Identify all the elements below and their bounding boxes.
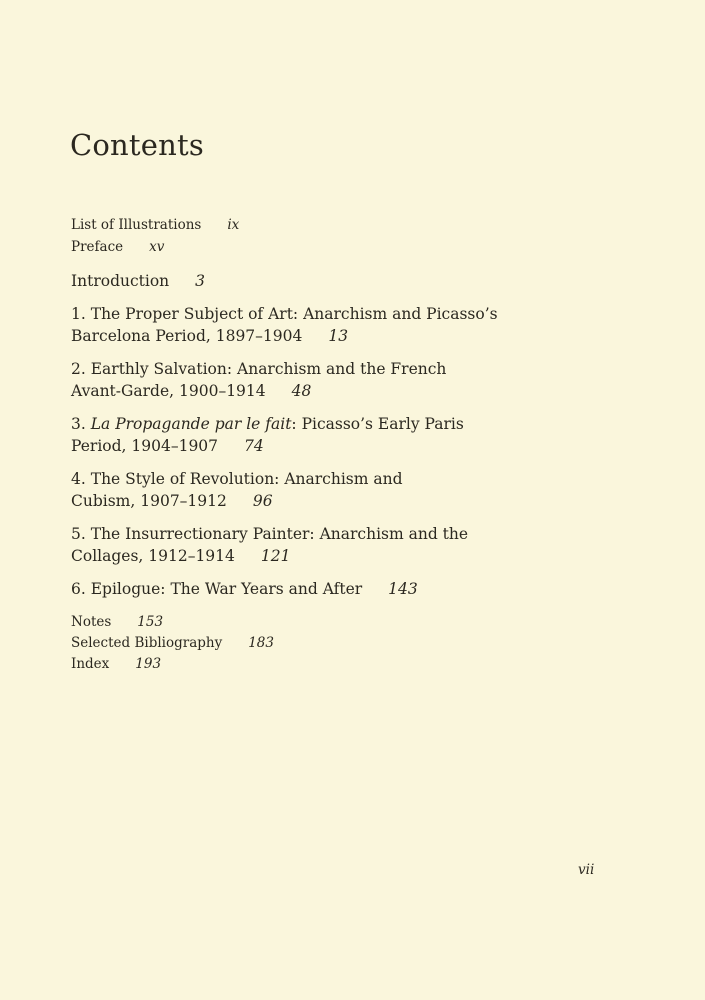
entry-page: ix	[227, 217, 240, 233]
toc-entry-chapter-6[interactable]	[71, 578, 418, 600]
entry-label: List of Illustrations	[71, 217, 202, 233]
chapter-title-line-1: : Picasso’s Early Paris	[291, 415, 464, 433]
entry-label: Selected Bibliography	[71, 635, 223, 651]
toc-entry-chapter-4[interactable]	[71, 468, 403, 512]
entry-page: 3	[195, 272, 206, 290]
chapter-title-italic: La Propagande par le fait	[90, 415, 292, 433]
chapter-number: 6.	[71, 580, 86, 598]
chapter-title-line-2: Cubism, 1907–1912	[71, 492, 227, 510]
toc-entry-chapter-2[interactable]	[71, 358, 446, 402]
toc-entry-index[interactable]	[71, 656, 161, 672]
entry-page: 48	[291, 382, 312, 400]
entry-page: 96	[252, 492, 273, 510]
toc-entry-notes[interactable]	[71, 614, 163, 630]
chapter-title-line-2: Collages, 1912–1914	[71, 547, 235, 565]
chapter-number: 5.	[71, 525, 86, 543]
page-folio: vii	[578, 862, 595, 878]
chapter-title-line-1: Earthly Salvation: Anarchism and the French	[90, 360, 447, 378]
entry-label: Notes	[71, 614, 112, 630]
chapter-title-line-2: Period, 1904–1907	[71, 437, 219, 455]
chapter-title-line-1: The Proper Subject of Art: Anarchism and Picasso’s	[90, 305, 498, 323]
chapter-number: 1.	[71, 305, 86, 323]
toc-entry-bibliography[interactable]	[71, 635, 274, 651]
entry-page: 193	[135, 656, 162, 672]
entry-page: 153	[137, 614, 164, 630]
chapter-title-line-1: The Insurrectionary Painter: Anarchism and the	[90, 525, 469, 543]
entry-page: 143	[388, 580, 418, 598]
toc-entry-introduction[interactable]	[71, 270, 205, 292]
chapter-title-line-2: Avant-Garde, 1900–1914	[71, 382, 266, 400]
chapter-number: 4.	[71, 470, 86, 488]
toc-entry-illustrations[interactable]	[71, 217, 239, 233]
chapter-title-line-1: The Style of Revolution: Anarchism and	[90, 470, 403, 488]
toc-entry-preface[interactable]	[71, 239, 164, 255]
entry-label: Index	[71, 656, 110, 672]
chapter-title-line-1: Epilogue: The War Years and After	[90, 580, 363, 598]
entry-page: 183	[248, 635, 274, 651]
chapter-title-line-2: Barcelona Period, 1897–1904	[71, 327, 303, 345]
chapter-number: 3.	[71, 415, 86, 433]
entry-page: xv	[149, 239, 165, 255]
toc-entry-chapter-3[interactable]	[71, 413, 464, 457]
toc-entry-chapter-1[interactable]	[71, 303, 498, 347]
entry-label: Preface	[71, 239, 124, 255]
toc-entry-chapter-5[interactable]	[71, 523, 468, 567]
entry-label: Introduction	[71, 272, 170, 290]
entry-page: 74	[244, 437, 264, 455]
page-title: Contents	[70, 128, 204, 162]
entry-page: 121	[260, 547, 291, 565]
entry-page: 13	[328, 327, 349, 345]
chapter-number: 2.	[71, 360, 86, 378]
